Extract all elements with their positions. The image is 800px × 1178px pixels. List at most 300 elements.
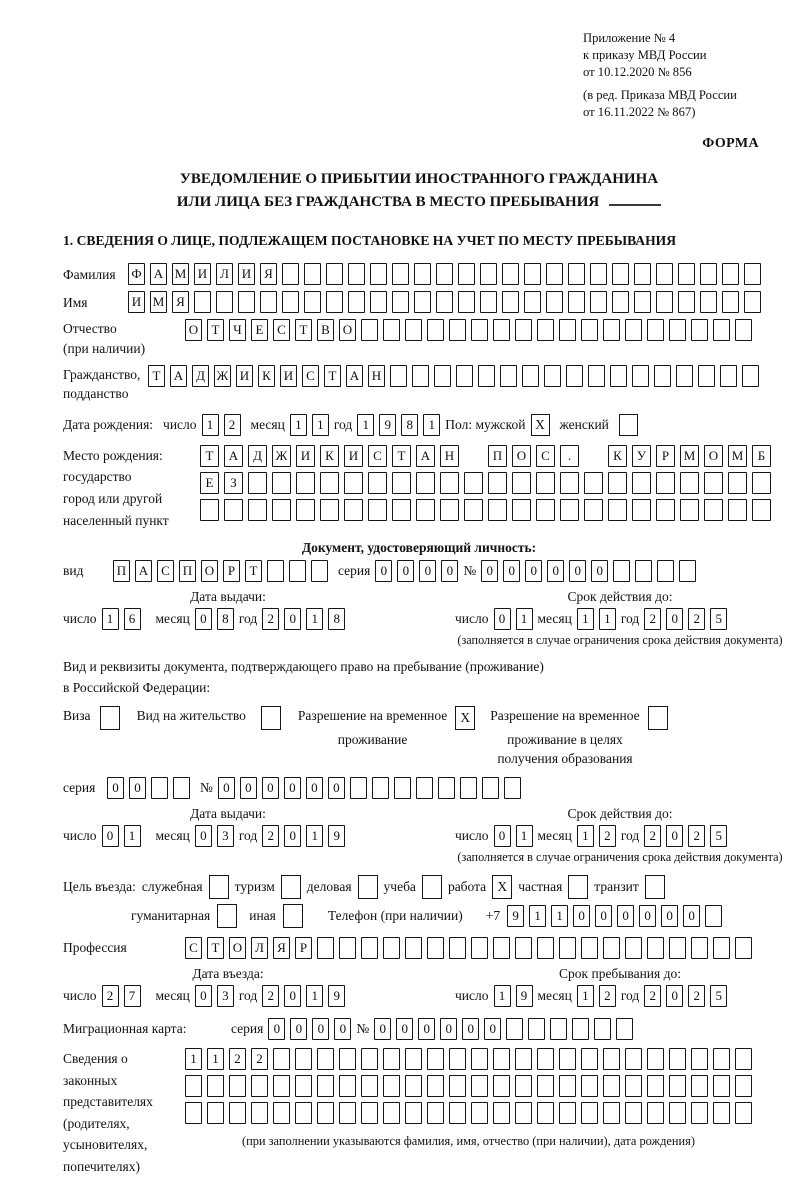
char-cell: [427, 1075, 444, 1097]
char-cell: [383, 319, 400, 341]
migcard-no-label: №: [356, 1021, 370, 1037]
purpose-study-checkbox: [422, 875, 442, 899]
char-cell: [625, 1102, 642, 1124]
char-cell: Д: [248, 445, 267, 467]
char-cell: [296, 499, 315, 521]
char-cell: 0: [284, 985, 301, 1007]
char-cell: [691, 1048, 708, 1070]
revision-line: (в ред. Приказа МВД России: [583, 87, 737, 102]
char-cell: И: [296, 445, 315, 467]
char-cell: [720, 365, 737, 387]
edu-permit-checkbox: [648, 706, 668, 730]
char-cell: [524, 291, 541, 313]
char-cell: [414, 291, 431, 313]
surname-label: Фамилия: [63, 266, 116, 282]
char-cell: К: [608, 445, 627, 467]
char-cell: [361, 937, 378, 959]
char-cell: 0: [573, 905, 590, 927]
char-cell: [427, 319, 444, 341]
char-cell: [612, 263, 629, 285]
char-cell: М: [728, 445, 747, 467]
birthplace-row1-boxes: [200, 445, 771, 467]
char-cell: 0: [639, 905, 656, 927]
purpose-opt-tourism: туризм: [234, 879, 275, 895]
char-cell: 5: [710, 985, 727, 1007]
form-title-line2: ИЛИ ЛИЦА БЕЗ ГРАЖДАНСТВА В МЕСТО ПРЕБЫВАНИЯ: [63, 191, 775, 214]
char-cell: И: [344, 445, 363, 467]
entry-month-boxes: [195, 985, 234, 1007]
char-cell: 1: [551, 905, 568, 927]
purpose-opt-other: иная: [249, 908, 276, 924]
char-cell: [632, 472, 651, 494]
purpose-private-checkbox: [568, 875, 588, 899]
char-cell: [405, 1048, 422, 1070]
char-cell: [339, 937, 356, 959]
staydoc-issued-month-boxes: [195, 825, 234, 847]
phone-boxes: [507, 905, 722, 927]
char-cell: [392, 263, 409, 285]
birthplace-row2-boxes: [200, 472, 771, 494]
staydoc-issued-heading: Дата выдачи:: [190, 806, 266, 822]
char-cell: [647, 1048, 664, 1070]
char-cell: [676, 365, 693, 387]
char-cell: 0: [569, 560, 586, 582]
char-cell: [296, 472, 315, 494]
char-cell: [383, 1048, 400, 1070]
representatives-label: Сведения о законных представителях (родителях, усыновителях, попечителях): [63, 1051, 153, 1174]
year-label: год: [333, 416, 353, 432]
char-cell: С: [273, 319, 290, 341]
char-cell: [657, 560, 674, 582]
char-cell: [416, 472, 435, 494]
char-cell: 0: [396, 1018, 413, 1040]
migration-card-label: Миграционная карта:: [63, 1021, 187, 1037]
temp-permit-block: Разрешение на временное X проживание: [298, 706, 475, 750]
char-cell: 0: [195, 825, 212, 847]
char-cell: М: [150, 291, 167, 313]
char-cell: [326, 291, 343, 313]
char-cell: [608, 499, 627, 521]
char-cell: [713, 1102, 730, 1124]
migcard-number-boxes: [374, 1018, 633, 1040]
char-cell: 0: [617, 905, 634, 927]
purpose-opt-private: частная: [518, 879, 563, 895]
firstname-label: Имя: [63, 294, 88, 310]
char-cell: [647, 1102, 664, 1124]
char-cell: [728, 472, 747, 494]
char-cell: [502, 263, 519, 285]
surname-boxes: [128, 263, 761, 285]
char-cell: [456, 365, 473, 387]
char-cell: 2: [262, 825, 279, 847]
char-cell: [603, 1075, 620, 1097]
char-cell: 2: [688, 608, 705, 630]
char-cell: [735, 1102, 752, 1124]
char-cell: [713, 319, 730, 341]
char-cell: 0: [374, 1018, 391, 1040]
patronymic-boxes: [185, 319, 752, 341]
purpose-opt-official: служебная: [141, 879, 203, 895]
char-cell: 0: [503, 560, 520, 582]
iddoc-dates: [63, 589, 783, 648]
char-cell: [566, 365, 583, 387]
firstname-boxes: [128, 291, 761, 313]
char-cell: Т: [207, 937, 224, 959]
char-cell: 0: [494, 825, 511, 847]
char-cell: [504, 777, 521, 799]
staydoc-issued-group: число 0 1 месяц 0 3 год 2 0 1 9: [63, 825, 455, 847]
char-cell: 8: [217, 608, 234, 630]
char-cell: 1: [529, 905, 546, 927]
birthplace-row3-boxes: [200, 499, 771, 521]
iddoc-valid-day-boxes: [494, 608, 533, 630]
char-cell: [625, 1048, 642, 1070]
char-cell: [722, 291, 739, 313]
iddoc-series-label: серия: [338, 563, 371, 579]
char-cell: [625, 319, 642, 341]
char-cell: [216, 291, 233, 313]
char-cell: 0: [683, 905, 700, 927]
char-cell: 0: [418, 1018, 435, 1040]
purpose-row1: [63, 875, 775, 899]
char-cell: [713, 1075, 730, 1097]
char-cell: [304, 263, 321, 285]
char-cell: [700, 263, 717, 285]
char-cell: [647, 937, 664, 959]
iddoc-row: [63, 560, 775, 582]
char-cell: [440, 472, 459, 494]
staydoc-dates: [63, 806, 783, 865]
char-cell: [515, 1048, 532, 1070]
char-cell: 2: [262, 985, 279, 1007]
staydoc-valid-block: [455, 806, 785, 865]
staydoc-no-label: №: [200, 780, 213, 796]
char-cell: 0: [284, 825, 301, 847]
char-cell: [272, 499, 291, 521]
char-cell: [616, 1018, 633, 1040]
char-cell: [742, 365, 759, 387]
char-cell: К: [320, 445, 339, 467]
sex-male-label: Пол: мужской: [445, 416, 526, 432]
char-cell: [339, 1048, 356, 1070]
char-cell: [669, 1048, 686, 1070]
char-cell: [590, 291, 607, 313]
temp-permit-checkbox: X: [455, 706, 475, 730]
staydoc-valid-heading: Срок действия до:: [567, 806, 673, 822]
char-cell: Я: [260, 263, 277, 285]
section1-heading: 1. СВЕДЕНИЯ О ЛИЦЕ, ПОДЛЕЖАЩЕМ ПОСТАНОВКЕ НА УЧЕТ ПО МЕСТУ ПРЕБЫВАНИЯ: [63, 233, 677, 249]
iddoc-issued-month-boxes: [195, 608, 234, 630]
char-cell: [185, 1075, 202, 1097]
char-cell: [537, 1075, 554, 1097]
day-label: число: [163, 416, 197, 432]
char-cell: [705, 905, 722, 927]
migration-card-row: [63, 1018, 775, 1040]
staydoc-series-boxes: [107, 777, 190, 799]
char-cell: [654, 365, 671, 387]
char-cell: Е: [251, 319, 268, 341]
char-cell: У: [632, 445, 651, 467]
char-cell: [344, 472, 363, 494]
entry-year-boxes: [262, 985, 345, 1007]
staydoc-valid-month-boxes: [577, 825, 616, 847]
char-cell: П: [113, 560, 130, 582]
char-cell: [436, 291, 453, 313]
char-cell: 1: [423, 414, 440, 436]
char-cell: [339, 1075, 356, 1097]
char-cell: 1: [202, 414, 219, 436]
iddoc-valid-heading: Срок действия до:: [567, 589, 673, 605]
char-cell: [735, 319, 752, 341]
char-cell: Т: [392, 445, 411, 467]
purpose-row2: [131, 904, 775, 928]
char-cell: З: [224, 472, 243, 494]
char-cell: О: [339, 319, 356, 341]
profession-label: Профессия: [63, 940, 127, 956]
char-cell: 1: [516, 825, 533, 847]
forma-label: ФОРМА: [702, 136, 759, 152]
migcard-series-boxes: [268, 1018, 351, 1040]
staydoc-issued-year-boxes: [262, 825, 345, 847]
char-cell: 0: [262, 777, 279, 799]
char-cell: 0: [595, 905, 612, 927]
char-cell: [691, 1102, 708, 1124]
stay-until-group: число 1 9 месяц 1 2 год 2 0 2 5: [455, 985, 785, 1007]
char-cell: [480, 291, 497, 313]
char-cell: С: [536, 445, 555, 467]
char-cell: [493, 319, 510, 341]
char-cell: [317, 1048, 334, 1070]
profession-boxes: [185, 937, 752, 959]
char-cell: [512, 499, 531, 521]
char-cell: [361, 1102, 378, 1124]
char-cell: И: [194, 263, 211, 285]
char-cell: Ф: [128, 263, 145, 285]
char-cell: [713, 937, 730, 959]
char-cell: [251, 1102, 268, 1124]
stay-year-boxes: [644, 985, 727, 1007]
char-cell: [414, 263, 431, 285]
char-cell: 0: [107, 777, 124, 799]
char-cell: [326, 263, 343, 285]
birthdate-label: Дата рождения:: [63, 416, 154, 432]
char-cell: 1: [577, 608, 594, 630]
char-cell: [506, 1018, 523, 1040]
char-cell: [536, 472, 555, 494]
char-cell: [436, 263, 453, 285]
char-cell: [700, 291, 717, 313]
char-cell: [272, 472, 291, 494]
char-cell: [229, 1102, 246, 1124]
char-cell: 2: [644, 825, 661, 847]
char-cell: [647, 1075, 664, 1097]
char-cell: 0: [419, 560, 436, 582]
char-cell: [625, 1075, 642, 1097]
iddoc-valid-group: число 0 1 месяц 1 1 год 2 0 2 5: [455, 608, 785, 630]
char-cell: 2: [251, 1048, 268, 1070]
staydoc-intro-line2: в Российской Федерации:: [63, 679, 211, 695]
char-cell: [680, 499, 699, 521]
char-cell: [752, 499, 771, 521]
char-cell: [691, 937, 708, 959]
char-cell: 7: [124, 985, 141, 1007]
char-cell: А: [170, 365, 187, 387]
staydoc-valid-group: число 0 1 месяц 1 2 год 2 0 2 5: [455, 825, 785, 847]
iddoc-no-label: №: [463, 563, 477, 579]
char-cell: 0: [240, 777, 257, 799]
char-cell: [348, 291, 365, 313]
form-title-line1: УВЕДОМЛЕНИЕ О ПРИБЫТИИ ИНОСТРАННОГО ГРАЖДАНИНА: [179, 171, 659, 188]
purpose-other-checkbox: [283, 904, 303, 928]
char-cell: 2: [688, 825, 705, 847]
char-cell: [568, 291, 585, 313]
char-cell: 3: [217, 985, 234, 1007]
stay-until-block: [455, 966, 785, 1007]
char-cell: [405, 1075, 422, 1097]
char-cell: 0: [334, 1018, 351, 1040]
char-cell: [728, 499, 747, 521]
char-cell: [471, 937, 488, 959]
char-cell: Л: [216, 263, 233, 285]
char-cell: [361, 1048, 378, 1070]
iddoc-issued-heading: Дата выдачи:: [190, 589, 266, 605]
char-cell: [471, 1102, 488, 1124]
char-cell: [647, 319, 664, 341]
char-cell: [339, 1102, 356, 1124]
char-cell: [581, 1075, 598, 1097]
char-cell: [471, 1075, 488, 1097]
char-cell: [460, 777, 477, 799]
char-cell: [634, 263, 651, 285]
char-cell: [478, 365, 495, 387]
char-cell: [238, 291, 255, 313]
revision-line: от 16.11.2022 № 867): [583, 104, 696, 119]
stay-until-heading: Срок пребывания до:: [559, 966, 681, 982]
representatives-row2-boxes: [185, 1075, 752, 1097]
char-cell: [493, 1102, 510, 1124]
char-cell: [515, 319, 532, 341]
char-cell: 2: [224, 414, 241, 436]
char-cell: [405, 319, 422, 341]
char-cell: .: [560, 445, 579, 467]
char-cell: М: [680, 445, 699, 467]
char-cell: [594, 1018, 611, 1040]
representatives-row: [63, 1048, 775, 1178]
char-cell: 2: [229, 1048, 246, 1070]
char-cell: [584, 499, 603, 521]
purpose-business-checkbox: [358, 875, 378, 899]
char-cell: [320, 499, 339, 521]
char-cell: 0: [494, 608, 511, 630]
char-cell: [744, 263, 761, 285]
stay-day-boxes: [494, 985, 533, 1007]
visa-label: Виза: [63, 707, 91, 723]
char-cell: [282, 263, 299, 285]
char-cell: А: [224, 445, 243, 467]
char-cell: [434, 365, 451, 387]
iddoc-issued-group: число 1 6 месяц 0 8 год 2 0 1 8: [63, 608, 455, 630]
char-cell: [295, 1075, 312, 1097]
char-cell: [416, 499, 435, 521]
iddoc-valid-block: [455, 589, 785, 648]
char-cell: [669, 1075, 686, 1097]
char-cell: [173, 777, 190, 799]
char-cell: 1: [516, 608, 533, 630]
char-cell: 2: [599, 825, 616, 847]
char-cell: 9: [328, 825, 345, 847]
birth-month-boxes: [290, 414, 329, 436]
char-cell: [229, 1075, 246, 1097]
char-cell: [438, 777, 455, 799]
char-cell: 0: [328, 777, 345, 799]
residence-permit-checkbox: [261, 706, 281, 730]
char-cell: [722, 263, 739, 285]
char-cell: 0: [195, 608, 212, 630]
char-cell: 0: [462, 1018, 479, 1040]
char-cell: [678, 263, 695, 285]
char-cell: [522, 365, 539, 387]
iddoc-issued-day-boxes: [102, 608, 141, 630]
char-cell: [440, 499, 459, 521]
char-cell: [735, 1048, 752, 1070]
char-cell: [289, 560, 306, 582]
char-cell: Т: [324, 365, 341, 387]
char-cell: [572, 1018, 589, 1040]
char-cell: [515, 1075, 532, 1097]
representatives-row3-boxes: [185, 1102, 752, 1124]
residence-permit-label: Вид на жительство: [136, 707, 246, 723]
char-cell: [194, 291, 211, 313]
char-cell: С: [302, 365, 319, 387]
char-cell: [185, 1102, 202, 1124]
char-cell: [581, 1102, 598, 1124]
char-cell: [559, 937, 576, 959]
char-cell: [608, 472, 627, 494]
char-cell: 0: [441, 560, 458, 582]
char-cell: [471, 1048, 488, 1070]
purpose-opt-business: деловая: [306, 879, 352, 895]
char-cell: [603, 937, 620, 959]
surname-row: [63, 263, 775, 285]
staydoc-intro: [63, 657, 775, 699]
char-cell: Ж: [214, 365, 231, 387]
staydoc-issued-block: [63, 806, 455, 865]
char-cell: [416, 777, 433, 799]
char-cell: [704, 499, 723, 521]
char-cell: Р: [295, 937, 312, 959]
char-cell: [691, 319, 708, 341]
char-cell: [528, 1018, 545, 1040]
char-cell: 1: [357, 414, 374, 436]
char-cell: [372, 777, 389, 799]
char-cell: [588, 365, 605, 387]
appendix-line: к приказу МВД России: [583, 47, 707, 62]
char-cell: [311, 560, 328, 582]
char-cell: [427, 937, 444, 959]
char-cell: 2: [644, 608, 661, 630]
purpose-transit-checkbox: [645, 875, 665, 899]
char-cell: [515, 1102, 532, 1124]
char-cell: [568, 263, 585, 285]
char-cell: Т: [200, 445, 219, 467]
char-cell: [546, 263, 563, 285]
char-cell: М: [172, 263, 189, 285]
char-cell: [482, 777, 499, 799]
stay-month-boxes: [577, 985, 616, 1007]
char-cell: [458, 263, 475, 285]
char-cell: 1: [577, 985, 594, 1007]
char-cell: 1: [306, 985, 323, 1007]
